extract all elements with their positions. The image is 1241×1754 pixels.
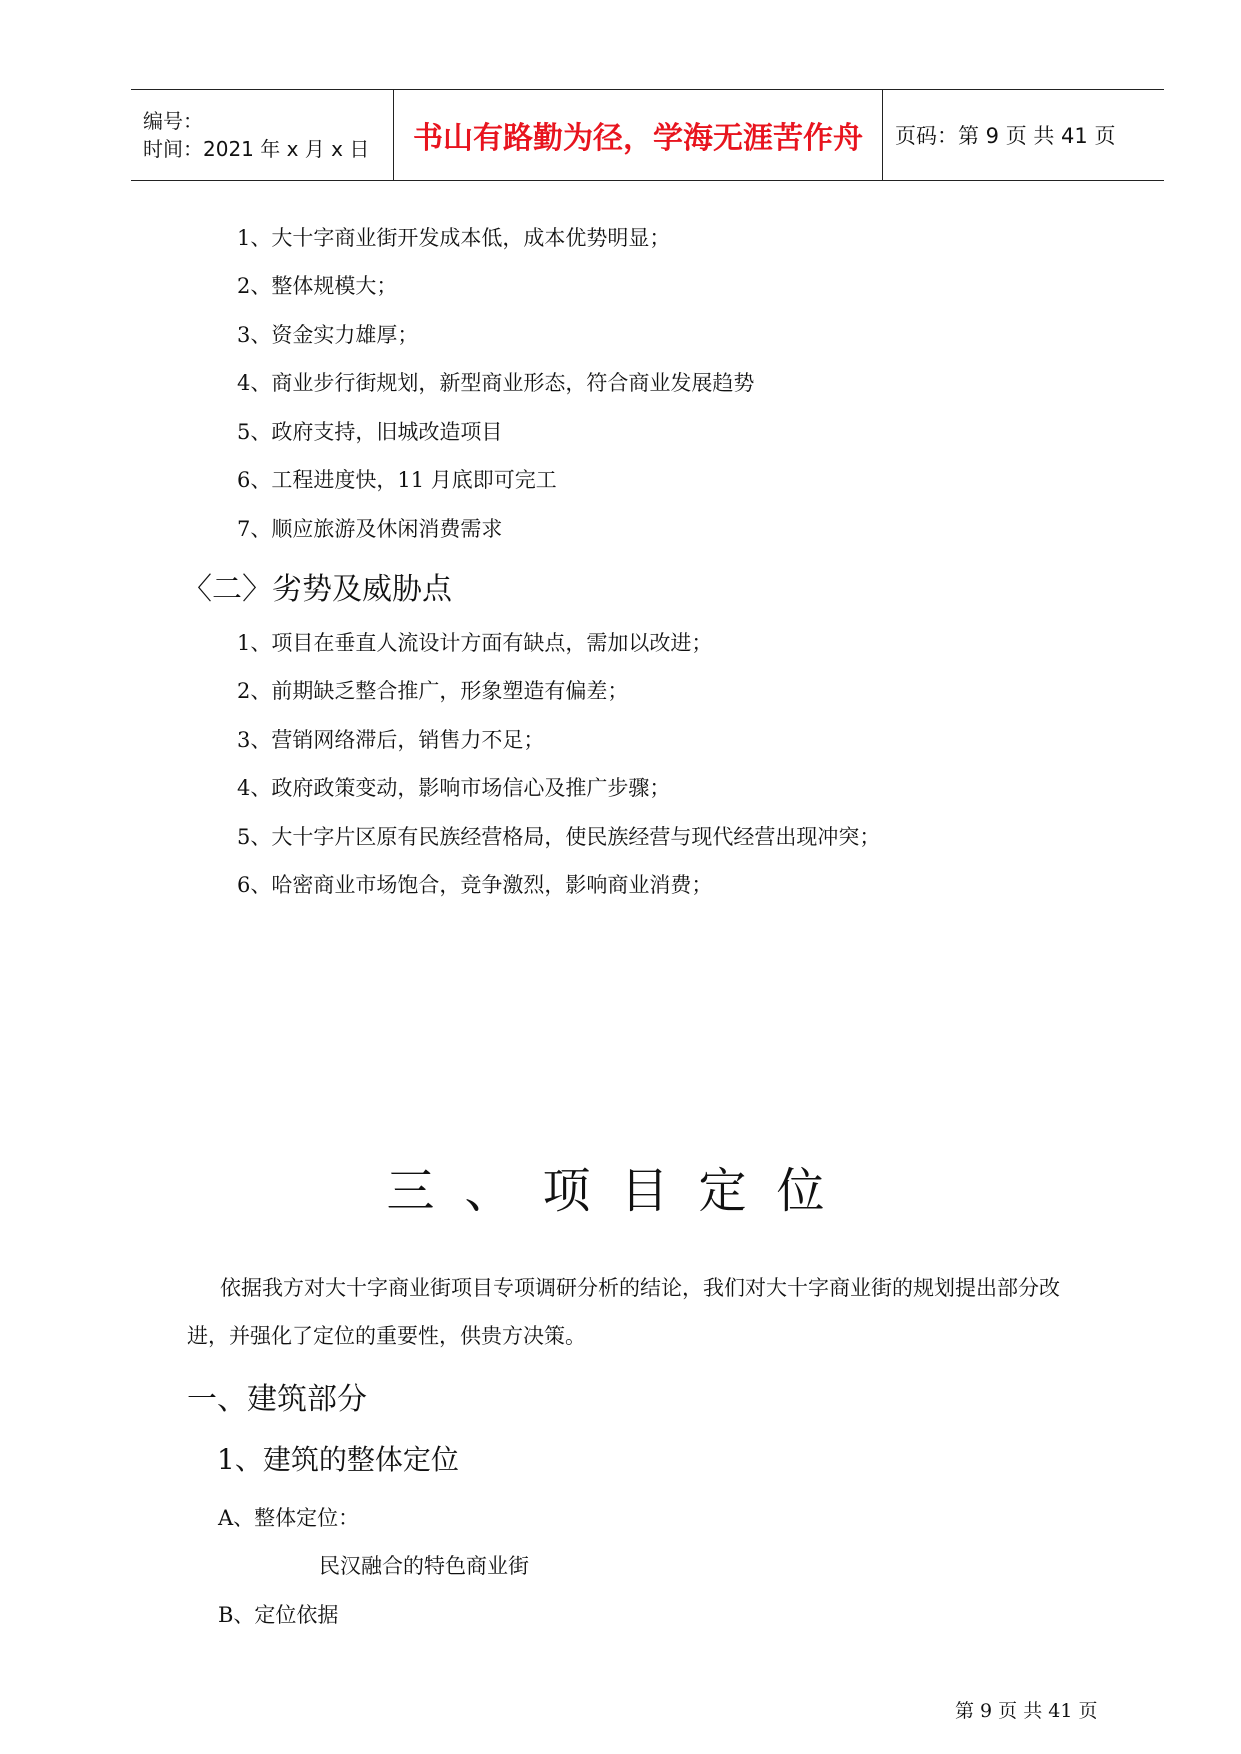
sub-heading: 1、建筑的整体定位 <box>217 1443 459 1476</box>
strength-item: 1、大十字商业街开发成本低，成本优势明显； <box>237 226 671 250</box>
weakness-item: 6、哈密商业市场饱合，竞争激烈，影响商业消费； <box>237 873 713 897</box>
page-footer: 第 9 页 共 41 页 <box>955 1700 1098 1722</box>
time-label: 时间：2021 年 x 月 x 日 <box>143 137 370 161</box>
strength-item: 3、资金实力雄厚； <box>237 323 419 347</box>
header-motto: 书山有路勤为径，学海无涯苦作舟 <box>413 121 863 156</box>
strength-item: 2、整体规模大； <box>237 274 398 298</box>
weakness-item: 5、大十字片区原有民族经营格局，使民族经营与现代经营出现冲突； <box>237 825 881 849</box>
strength-item: 6、工程进度快，11 月底即可完工 <box>237 468 557 492</box>
header-left-cell <box>131 90 394 180</box>
weakness-item: 4、政府政策变动，影响市场信心及推广步骤； <box>237 776 671 800</box>
strength-item: 7、顺应旅游及休闲消费需求 <box>237 517 503 541</box>
weakness-heading: 〈二〉劣势及威胁点 <box>182 572 452 607</box>
point-b-label: B、定位依据 <box>218 1603 339 1627</box>
strength-item: 5、政府支持，旧城改造项目 <box>237 420 503 444</box>
intro-paragraph-line-1: 依据我方对大十字商业街项目专项调研分析的结论，我们对大十字商业街的规划提出部分改 <box>220 1276 1060 1300</box>
weakness-item: 2、前期缺乏整合推广，形象塑造有偏差； <box>237 679 629 703</box>
serial-label: 编号： <box>143 109 203 133</box>
header-right-cell <box>883 90 1164 180</box>
point-a-value: 民汉融合的特色商业街 <box>319 1554 529 1578</box>
strength-item: 4、商业步行街规划，新型商业形态，符合商业发展趋势 <box>237 371 755 395</box>
part-heading: 一、建筑部分 <box>187 1382 367 1417</box>
section-title: 三、项目定位 <box>386 1163 855 1219</box>
page-header <box>131 89 1164 181</box>
weakness-item: 3、营销网络滞后，销售力不足； <box>237 728 545 752</box>
header-page-code: 页码：第 9 页 共 41 页 <box>895 124 1116 148</box>
header-motto-cell <box>394 90 883 180</box>
intro-paragraph-line-2: 进，并强化了定位的重要性，供贵方决策。 <box>187 1324 586 1348</box>
weakness-item: 1、项目在垂直人流设计方面有缺点，需加以改进； <box>237 631 713 655</box>
point-a-label: A、整体定位： <box>218 1506 360 1530</box>
